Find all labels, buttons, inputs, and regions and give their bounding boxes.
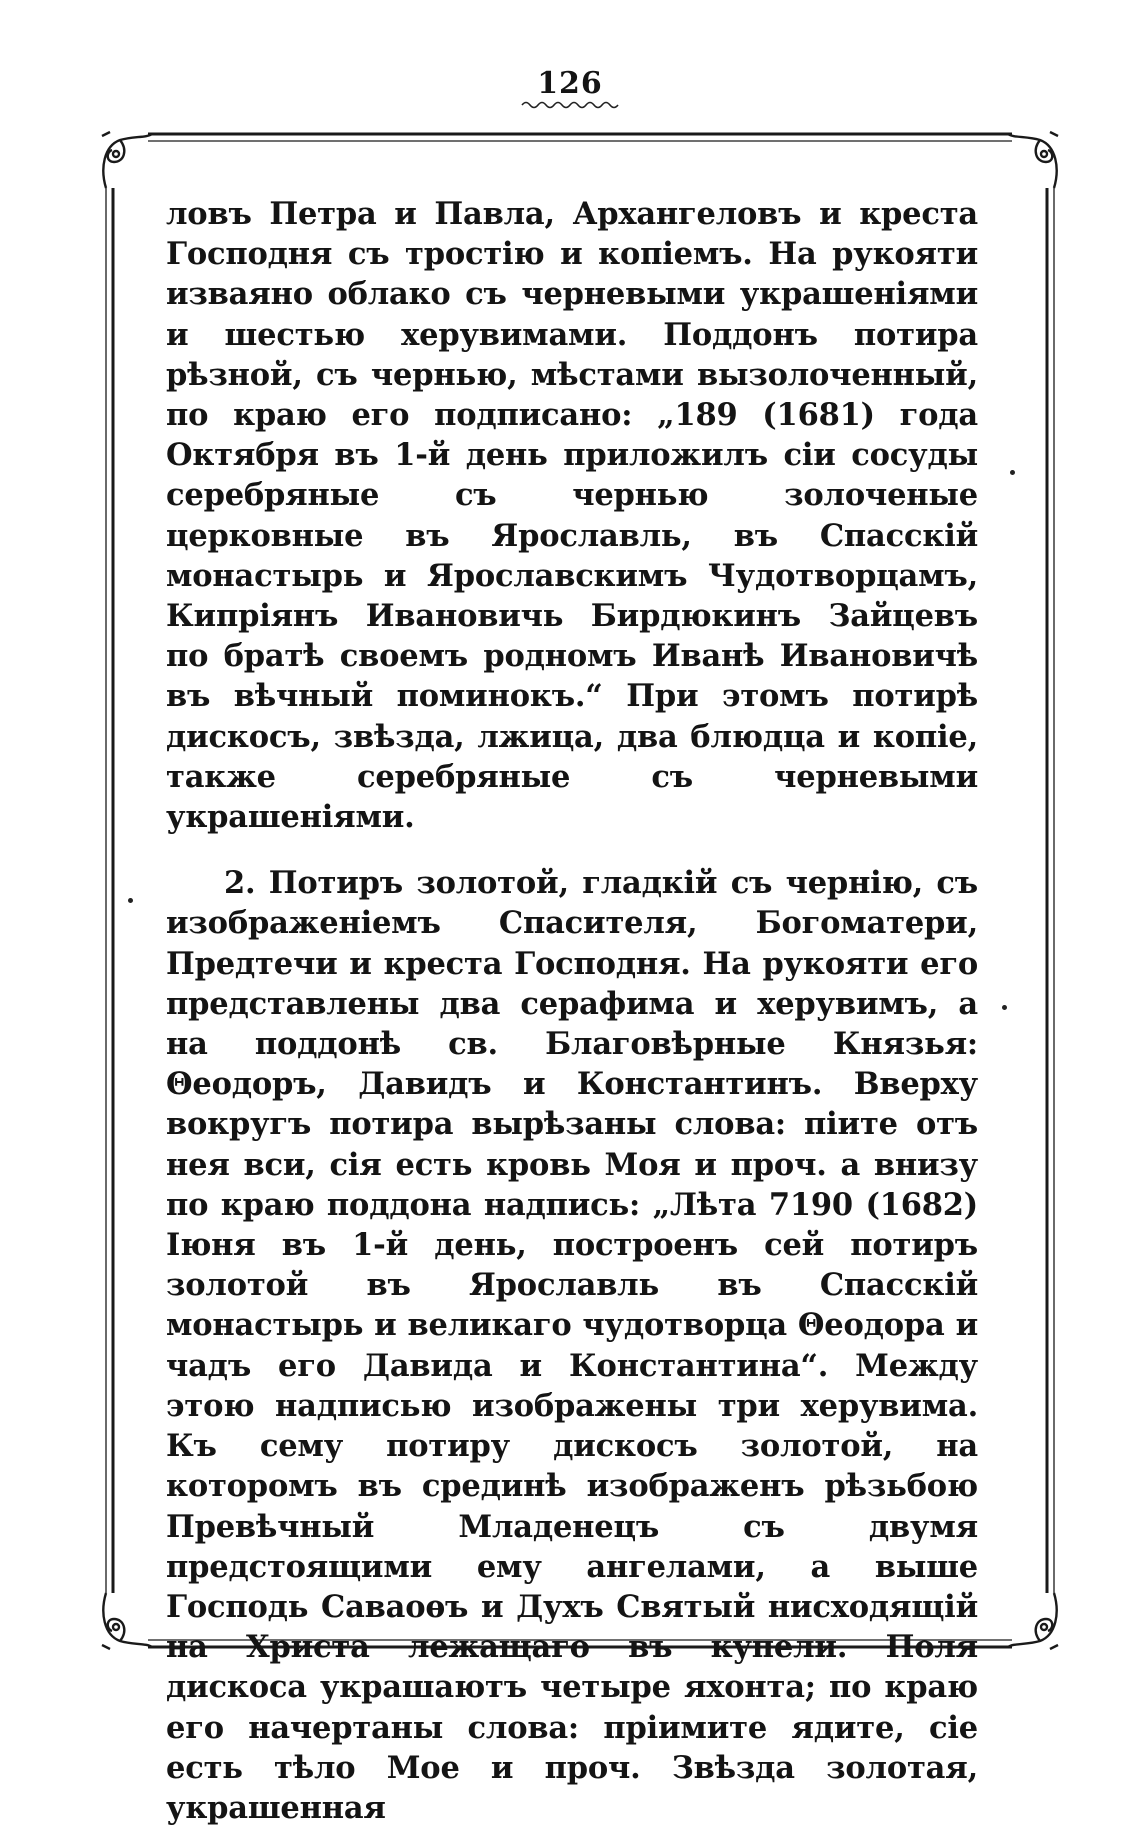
scroll-corner-icon [102, 132, 152, 188]
ink-speck [1002, 1005, 1007, 1010]
paragraph: 2. Потиръ золотой, гладкій съ чернію, съ изображеніемъ Спасителя, Богоматери, Предтечи и креста Господня. На рукояти его представлены два серафима и херувимъ, а на поддонѣ св. Благовѣрные Князья: Θеодоръ, Давидъ и Константинъ. Вверху вокругъ потира вырѣзаны слова: піите отъ нея вси, сія есть кровь Моя и проч. а внизу по краю поддона надпись: „Лѣта 7190 (1682) Іюня въ 1-й день, построенъ сей потиръ золотой въ Ярославль въ Спасскій монастырь и великаго чудотворца Θеодора и чадъ его Давида и Константина“. Между этою надписью изображены три херувима. Къ сему потиру дискосъ золотой, на которомъ въ срединѣ изображенъ рѣзьбою Превѣчный Младенецъ съ двумя предстоящими ему ангелами, а выше Господь Саваоѳъ и Духъ Святый нисходящій на Христа лежащаго въ купели. Поля дискоса украшаютъ четыре яхонта; по краю его начертаны слова: пріимите ядите, сіе есть тѣло Мое и проч. Звѣзда золотая, украшенная [166, 865, 978, 1826]
scroll-corner-icon [102, 1593, 152, 1649]
ink-speck [128, 898, 133, 903]
scroll-corner-icon [1008, 132, 1058, 188]
wavy-underline-icon [520, 100, 620, 110]
ink-speck [1010, 470, 1015, 475]
scroll-corner-icon [1008, 1593, 1058, 1649]
paragraph: ловъ Петра и Павла, Архангеловъ и креста Господня съ тростію и копіемъ. На рукояти изваяно облако съ черневыми украшеніями и шестью херувимами. Поддонъ потира рѣзной, съ чернью, мѣстами вызолоченный, по краю его подписано: „189 (1681) года Октября въ 1-й день приложилъ сіи сосуды серебряные съ чернью золоченые церковные въ Ярославль, въ Спасскій монастырь и Ярославскимъ Чудотворцамъ, Кипріянъ Ивановичь Бирдюкинъ Зайцевъ по братѣ своемъ родномъ Иванѣ Ивановичѣ въ вѣчный поминокъ.“ При этомъ потирѣ дискосъ, звѣзда, лжица, два блюдца и копіе, также серебряные съ черневыми украшеніями. [166, 196, 978, 836]
body-text [166, 194, 978, 1828]
page-number: 126 [537, 66, 603, 101]
